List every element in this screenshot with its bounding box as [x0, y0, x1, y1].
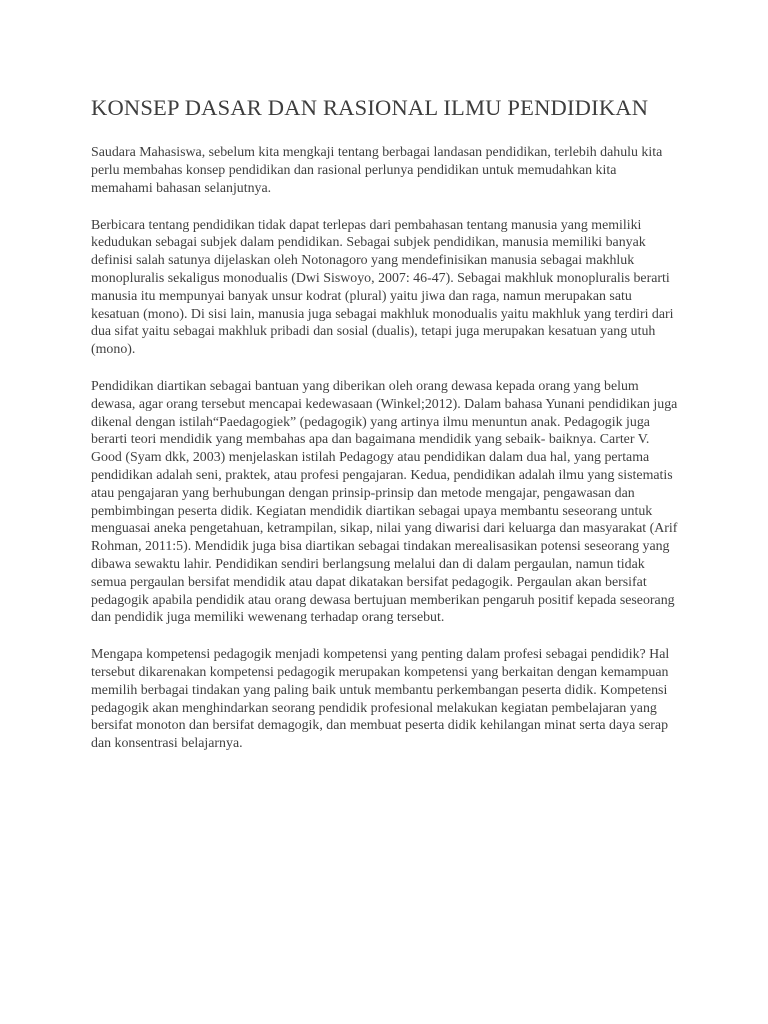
document-title: KONSEP DASAR DAN RASIONAL ILMU PENDIDIKAN — [91, 95, 649, 120]
paragraph-intro: Saudara Mahasiswa, sebelum kita mengkaji tentang berbagai landasan pendidikan, terlebih dahulu kita perlu membahas konsep pendidikan dan rasional perlunya pendidikan untuk memudahkan kita memahami bahasan selanjutnya. — [91, 145, 663, 196]
paragraph-kompetensi: Mengapa kompetensi pedagogik menjadi kompetensi yang penting dalam profesi sebagai pendidik? Hal tersebut dikarenakan kompetensi pedagogik merupakan kompetensi yang berkaitan dengan kemampuan memilih berbagai tindakan yang paling baik untuk membantu perkembangan peserta didik. Kompetensi pedagogik akan menghindarkan seorang pendidik profesional melakukan kegiatan pembelajaran yang bersifat monoton dan bersifat demagogik, dan membuat peserta didik kehilangan minat serta daya serap dan konsentrasi belajarnya. — [91, 647, 670, 752]
document-page — [91, 93, 679, 772]
paragraph-pendidikan: Pendidikan diartikan sebagai bantuan yang diberikan oleh orang dewasa kepada orang yang belum dewasa, agar orang tersebut mencapai kedewasaan (Winkel;2012). Dalam bahasa Yunani pendidikan juga dikenal dengan istilah“Paedagogiek” (pedagogik) yang artinya ilmu menuntun anak. Pedagogik juga berarti teori mendidik yang membahas apa dan bagaimana mendidik yang sebaik- baiknya. Carter V. Good (Syam dkk, 2003) menjelaskan istilah Pedagogy atau pendidikan dalam dua hal, yang pertama pendidikan adalah seni, praktek, atau profesi pengajaran. Kedua, pendidikan adalah ilmu yang sistematis atau pengajaran yang berhubungan dengan prinsip-prinsip dan metode mengajar, pengawasan dan pembimbingan peserta didik. Kegiatan mendidik diartikan sebagai upaya membantu seseorang untuk menguasai aneka pengetahuan, ketrampilan, sikap, nilai yang diwarisi dari keluarga dan masyarakat (Arif Rohman, 2011:5). Mendidik juga bisa diartikan sebagai tindakan merealisasikan potensi seseorang yang dibawa sewaktu lahir. Pendidikan sendiri berlangsung melalui dan di dalam pergaulan, namun tidak semua pergaulan bersifat mendidik atau dapat dikatakan bersifat pedagogik. Pergaulan akan bersifat pedagogik apabila pendidik atau orang dewasa bertujuan memberikan pengaruh positif kepada seseorang dan pendidik juga memiliki wewenang terhadap orang tersebut. — [91, 379, 678, 626]
paragraph-manusia: Berbicara tentang pendidikan tidak dapat terlepas dari pembahasan tentang manusia yang memiliki kedudukan sebagai subjek dalam pendidikan. Sebagai subjek pendidikan, manusia memiliki banyak definisi salah satunya dijelaskan oleh Notonagoro yang mendefinisikan manusia sebagai makhluk monopluralis sekaligus monodualis (Dwi Siswoyo, 2007: 46-47). Sebagai makhluk monopluralis berarti manusia itu mempunyai banyak unsur kodrat (plural) yaitu jiwa dan raga, namun merupakan satu kesatuan (mono). Di sisi lain, manusia juga sebagai makhluk monodualis yaitu makhluk yang terdiri dari dua sifat yaitu sebagai makhluk pribadi dan sosial (dualis), tetapi juga merupakan kesatuan yang utuh (mono). — [91, 217, 674, 358]
